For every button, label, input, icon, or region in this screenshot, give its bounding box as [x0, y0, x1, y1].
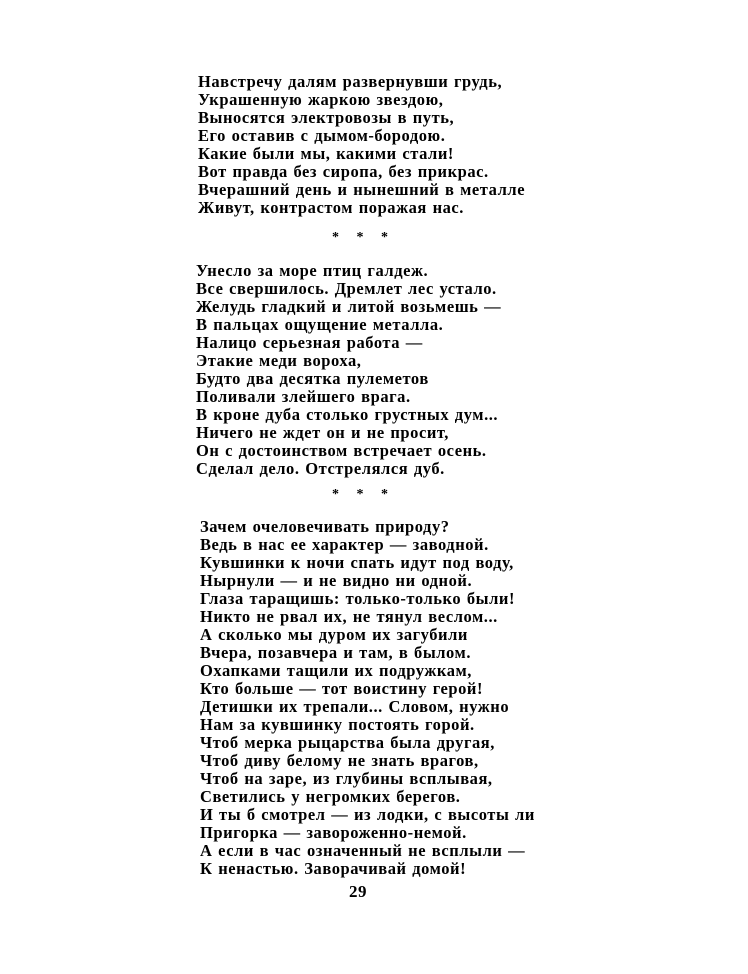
poem-line: Вчера, позавчера и там, в былом. [200, 643, 472, 662]
poem-line: Чтоб на заре, из глубины всплывая, [200, 769, 493, 788]
stanza-separator: * * * [332, 230, 395, 245]
poem-line: Желудь гладкий и литой возьмешь — [196, 297, 502, 316]
poem-line: Унесло за море птиц галдеж. [196, 261, 429, 280]
poem-line: Пригорка — завороженно-немой. [200, 823, 467, 842]
poem-line: Какие были мы, какими стали! [198, 144, 454, 163]
poem-line: Украшенную жаркою звездою, [198, 90, 444, 109]
poem-line: К ненастью. Заворачивай домой! [200, 859, 467, 878]
poem-line: Вчерашний день и нынешний в металле [198, 180, 526, 199]
poem-line: Его оставив с дымом-бородою. [198, 126, 446, 145]
poem-line: Светились у негромких берегов. [200, 787, 461, 806]
poem-line: Кувшинки к ночи спать идут под воду, [200, 553, 514, 572]
page-number: 29 [349, 882, 367, 901]
poem-line: Ведь в нас ее характер — заводной. [200, 535, 489, 554]
poem-line: Охапками тащили их подружкам, [200, 661, 472, 680]
poem-line: Поливали злейшего врага. [196, 387, 411, 406]
poem-3 [200, 518, 535, 878]
poem-line: Чтоб мерка рыцарства была другая, [200, 733, 495, 752]
poem-line: Никто не рвал их, не тянул веслом... [200, 607, 498, 626]
poem-1 [198, 73, 525, 217]
poem-line: А если в час означенный не всплыли — [200, 841, 526, 860]
poem-line: Зачем очеловечивать природу? [200, 517, 450, 536]
poem-line: Будто два десятка пулеметов [196, 369, 429, 388]
poem-line: Вот правда без сиропа, без прикрас. [198, 162, 489, 181]
poem-line: Нам за кувшинку постоять горой. [200, 715, 475, 734]
poem-line: А сколько мы дуром их загубили [200, 625, 468, 644]
poem-line: Все свершилось. Дремлет лес устало. [196, 279, 497, 298]
poem-line: Глаза таращишь: только-только были! [200, 589, 515, 608]
poem-line: Ничего не ждет он и не просит, [196, 423, 449, 442]
poem-line: Живут, контрастом поражая нас. [198, 198, 464, 217]
poem-line: И ты б смотрел — из лодки, с высоты ли [200, 805, 535, 824]
poem-line: Нырнули — и не видно ни одной. [200, 571, 473, 590]
poem-line: Он с достоинством встречает осень. [196, 441, 487, 460]
poem-line: В пальцах ощущение металла. [196, 315, 444, 334]
poem-line: Кто больше — тот воистину герой! [200, 679, 484, 698]
poem-line: Сделал дело. Отстрелялся дуб. [196, 459, 445, 478]
poem-line: Детишки их трепали... Словом, нужно [200, 697, 510, 716]
poem-line: Налицо серьезная работа — [196, 333, 423, 352]
poem-line: Выносятся электровозы в путь, [198, 108, 455, 127]
poem-line: Этакие меди вороха, [196, 351, 362, 370]
stanza-separator: * * * [332, 487, 395, 502]
poem-2 [196, 262, 501, 478]
poem-line: Чтоб диву белому не знать врагов, [200, 751, 479, 770]
poem-line: В кроне дуба столько грустных дум... [196, 405, 499, 424]
poem-line: Навстречу далям развернувши грудь, [198, 72, 503, 91]
